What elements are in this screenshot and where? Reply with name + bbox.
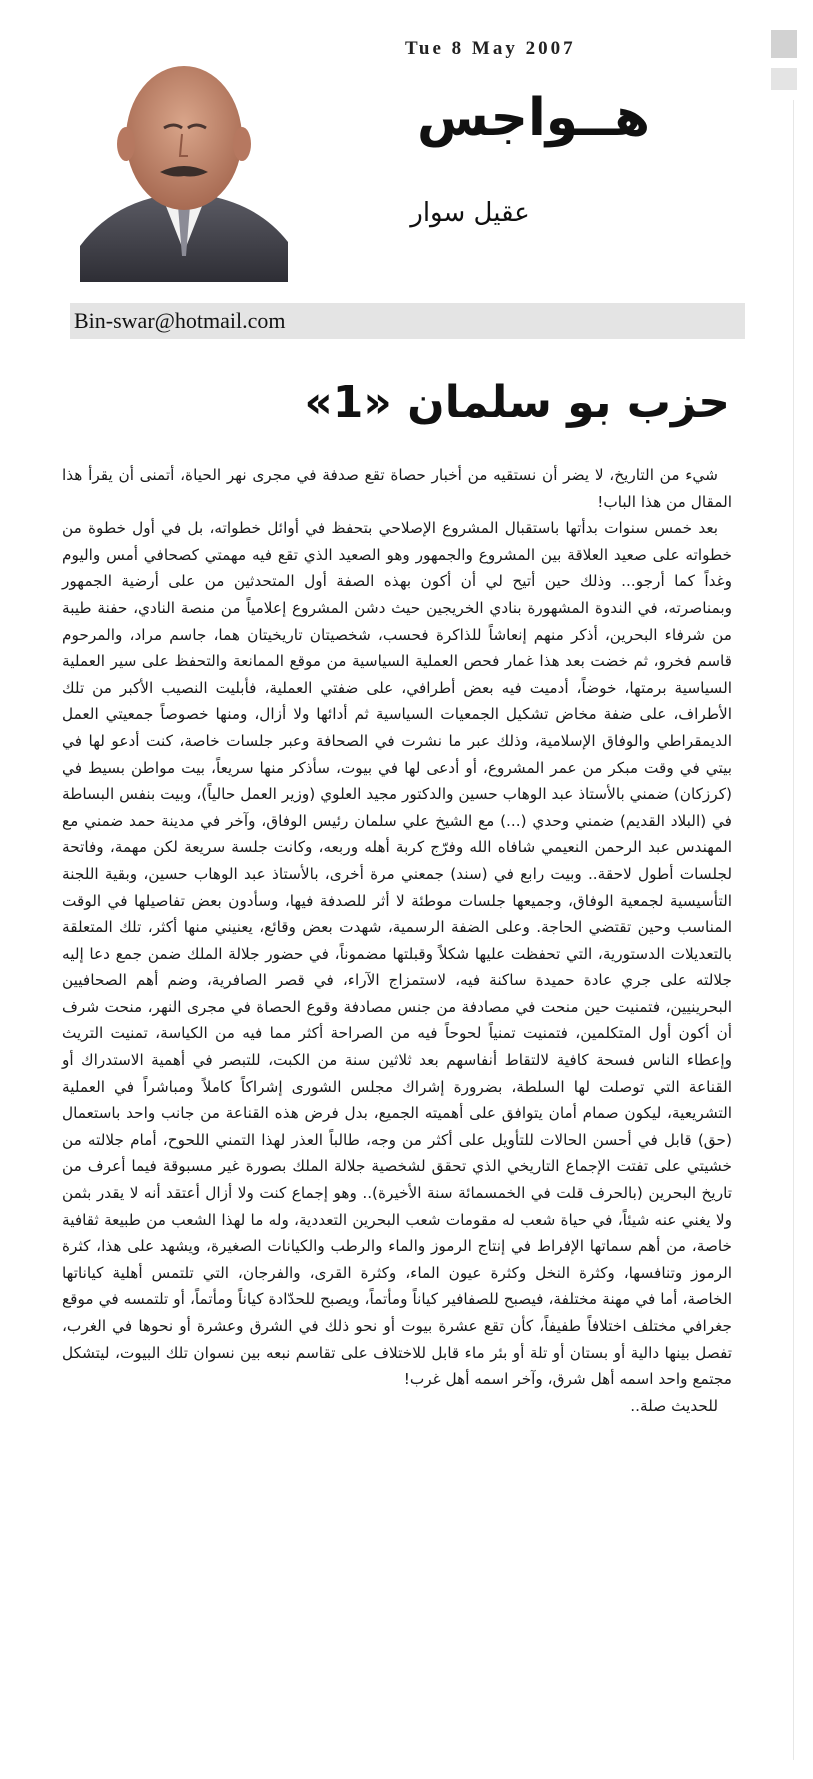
article-body	[62, 462, 732, 1419]
article-paragraph: شيء من التاريخ، لا يضر أن نستقيه من أخبار حصاة تقع صدفة في مجرى نهر الحياة، أتمنى أن يقرأ هذا المقال من هذا الباب!	[62, 466, 732, 511]
article-paragraph: بعد خمس سنوات بدأتها باستقبال المشروع الإصلاحي بتحفظ في أوائل خطواته، بل في أول خطوة من خطواته على صعيد العلاقة بين المشروع والجمهور وهو الصعيد الذي تقع فيه مهمتي كصحافي أمس واليوم وغداً كما أرجو... وذلك حين أتيح لي أن أكون بهذه الصفة أول المتحدثين من على أرضية الجمهور وبمناصرته، في الندوة المشهورة بنادي الخريجين حيث دشن المشروع إعلامياً من منصة النادي، حفنة طيبة من شرفاء البحرين، أذكر منهم إنعاشاً للذاكرة فحسب، شخصيتان تاريخيتان هما، جاسم مراد، والمرحوم قاسم فخرو، ثم خضت بعد هذا غمار فحص العملية السياسية من موقع الممانعة والتحفظ على سير العملية السياسية برمتها، خوضاً، أدميت فيه بعض أطرافي، على ضفتي العملية، فأبليت النصيب الأكبر من تلك الأطراف، على ضفة مخاض تشكيل الجمعيات السياسية ثم أدائها ولا أزال، ومنها خصوصاً جمعيتي العمل الديمقراطي والوفاق الإسلامية، وذلك عبر ما نشرت في الصحافة وعبر جلسات خاصة، كنت أدعو لها في بيتي في وقت مبكر من عمر المشروع، أو أدعى لها في بيوت، سأذكر منها سريعاً، بيت مواطن بسيط في (كرزكان) ضمني بالأستاذ عبد الوهاب حسين والدكتور مجيد العلوي (وزير العمل حالياً)، وبيت بنفس البساطة في (البلاد القديم) ضمني وحدي (...) مع الشيخ علي سلمان رئيس الوفاق، وآخر في مدينة حمد ضمني مع المهندس عبد الرحمن النعيمي شافاه الله وفرّج كربة أهله وربعه، وكانت جلسة سريعة لكن مهمة، وفاتحة لجلسات أطول لاحقة.. وبيت رابع في (سند) جمعني مرة أخرى، بالأستاذ عبد الوهاب حسين، وبقية اللجنة التأسيسية لجمعية الوفاق، وجميعها جلسات موطئة لا أثر للصدفة فيها، وسأدون بعض تفاصيلها في الوقت المناسب وحين تقتضي الحاجة. وعلى الضفة الرسمية، شهدت بعض وقائع، يعنيني منها أكثر، تلك المتعلقة بالتعديلات الدستورية، التي تحفظت عليها شكلاً وقبلتها مضموناً، في حضور جلالة الملك ضمن جمع دعا إليه جلالته على جري عادة حميدة ساكنة فيه، لاستمزاج الآراء، في قصر الصافرية، وضم أهم الصحافيين البحرينيين، فتمنيت حين منحت في مصادفة من جنس مصادفة وقوع الحصاة في مجرى النهر، منحت شرف أن أكون أول المتكلمين، فتمنيت تمنياً لحوحاً فيه من الصراحة أكثر مما فيه من الكياسة، تمنيت التريث وإعطاء الناس فسحة كافية لالتقاط أنفاسهم بعد ثلاثين سنة من الكبت، للتبصر في أهمية الاستدراك أو القناعة التي توصلت لها السلطة، بضرورة إشراك مجلس الشورى إشراكاً كاملاً ومباشراً في العملية التشريعية، ليكون صمام أمان يتوافق على أهميته الجميع، بدل فرض هذه القناعة من جانب واحد باستعمال (حق) قابل في أحسن الحالات للتأويل على أكثر من وجه، طالباً العذر لهذا التمني اللحوح، أمام جلالته من خشيتي على تفتت الإجماع التاريخي الذي تحقق لشخصية جلالة الملك بصورة غير مسبوقة فيما أعرف من تاريخ البحرين (بالحرف قلت في الخمسمائة سنة الأخيرة).. وهو إجماع كنت ولا أزال أعتقد أنه لا يقدر بثمن ولا يغني عنه شيئاً، في حياة شعب له مقومات شعب البحرين التعددية، وله ما لهذا الشعب من طبيعة ثقافية خاصة، من أهم سماتها الإفراط في إنتاج الرموز والماء والرطب والكيانات الصغيرة، ويشهد على هذا، كثرة الرموز وتنافسها، وكثرة النخل وكثرة عيون الماء، وكثرة القرى، والفرجان، التي تلتمس أهلية كياناتها الخاصة، أما في مهنة مختلفة، فيصبح للصفافير كياناً ومأتماً، ويصبح للحدّادة كياناً ومأتماً، أو تلتمسه في موقع جغرافي مختلف اختلافاً طفيفاً، كأن تقع عشرة بيوت أو نحو ذلك في الشرق وعشرة أو نحوها في الغرب، تفصل بينها دالية أو بستان أو تلة أو بئر ماء قابل للاختلاف على تقاسم نبعه بين نسوان تلك البيوت، ليتشكل مجتمع واحد اسمه أهل شرق، وآخر اسمه أهل غرب!	[62, 519, 732, 1389]
author-name: عقيل سوار	[410, 198, 530, 228]
column-title: هــواجس	[416, 88, 650, 148]
issue-date: Tue 8 May 2007	[405, 38, 576, 59]
author-email[interactable]: Bin-swar@hotmail.com	[70, 303, 745, 339]
side-marker-bottom	[771, 68, 797, 90]
article-signoff: للحديث صلة..	[630, 1396, 718, 1415]
author-photo	[80, 46, 288, 282]
page-edge-rule	[793, 100, 794, 1760]
side-marker-top	[771, 30, 797, 58]
article-headline: حزب بو سلمان «1»	[304, 377, 730, 428]
